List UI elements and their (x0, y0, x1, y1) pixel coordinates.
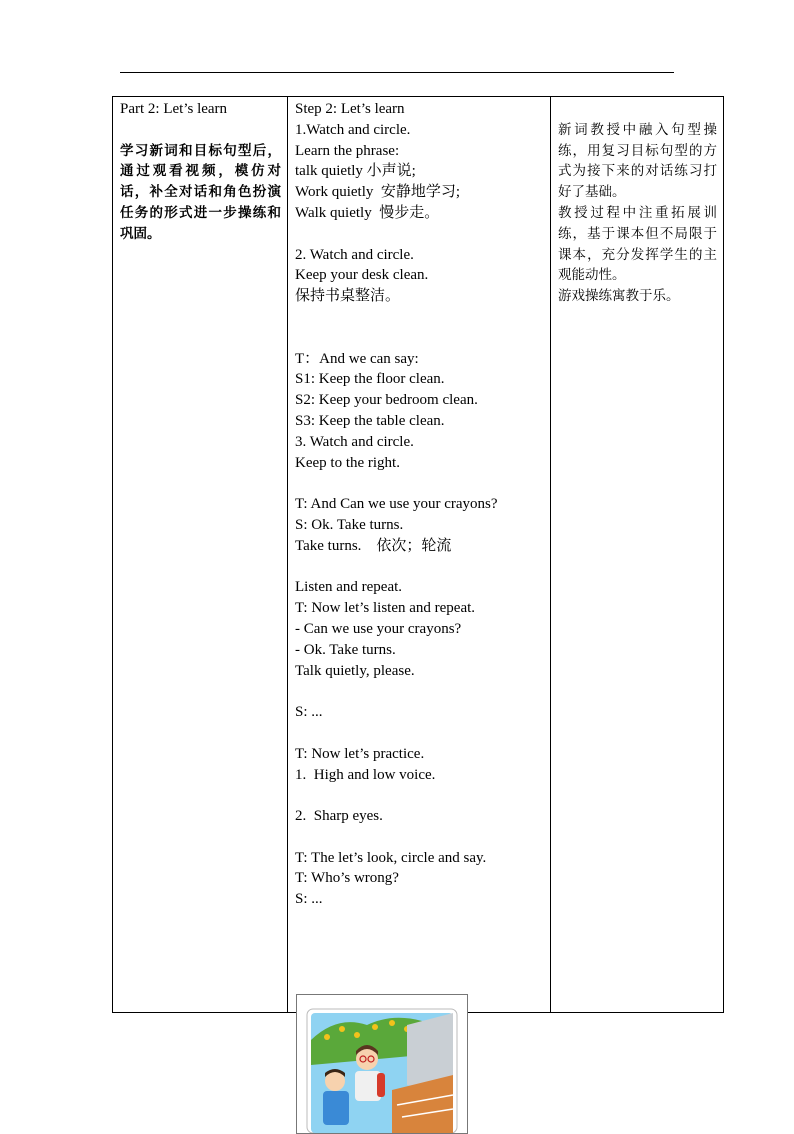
take-turns-block (295, 494, 544, 556)
list-item: T: Who’s wrong? (295, 870, 399, 887)
lesson-plan-table (112, 96, 724, 1013)
step-column (288, 97, 551, 1013)
student-response-block (295, 702, 544, 723)
watch-circle-1-block (295, 120, 544, 224)
list-item: T: Now let’s practice. (295, 745, 425, 762)
list-item: S: ... (295, 704, 323, 721)
list-item: 1. High and low voice. (295, 766, 436, 783)
list-item: 1.Watch and circle. (295, 121, 411, 138)
list-item: Keep to the right. (295, 454, 400, 471)
list-item: talk quietly 小声说; (295, 163, 416, 180)
intent-paragraph-2: 教授过程中注重拓展训练，基于课本但不局限于课本，充分发挥学生的主观能动性。 (558, 204, 717, 284)
intent-column (551, 97, 724, 1013)
list-item: Walk quietly 慢步走。 (295, 204, 440, 221)
list-item: Take turns. 依次；轮流 (295, 537, 452, 554)
watch-circle-2-block (295, 245, 544, 307)
list-item: S1: Keep the floor clean. (295, 371, 445, 388)
part-objective: 学习新词和目标句型后，通过观看视频，模仿对话，补全对话和角色扮演任务的形式进一步操练和巩固。 (120, 142, 281, 242)
list-item: - Can we use your crayons? (295, 620, 462, 637)
sharp-eyes-block (295, 806, 544, 827)
list-item: Keep your desk clean. (295, 267, 429, 284)
list-item: S: Ok. Take turns. (295, 516, 404, 533)
we-can-say-block (295, 349, 544, 474)
list-item: 3. Watch and circle. (295, 433, 414, 450)
part-column (113, 97, 288, 1013)
list-item: S: ... (295, 891, 323, 908)
list-item: 2. Sharp eyes. (295, 808, 383, 825)
listen-repeat-block (295, 577, 544, 681)
list-item: T: And Can we use your crayons? (295, 496, 498, 513)
list-item: Learn the phrase: (295, 142, 400, 159)
list-item: T: Now let’s listen and repeat. (295, 600, 476, 617)
practice-block (295, 744, 544, 786)
list-item: 2. Watch and circle. (295, 246, 414, 263)
step-title: Step 2: Let’s learn (295, 101, 405, 117)
part-title: Part 2: Let’s learn (120, 101, 228, 117)
list-item: - Ok. Take turns. (295, 641, 396, 658)
list-item: Talk quietly, please. (295, 662, 415, 679)
cartoon-children-illustration-icon (297, 995, 467, 1133)
list-item: Listen and repeat. (295, 579, 403, 596)
table-row (113, 97, 724, 1013)
intent-paragraph-3: 游戏操练寓教于乐。 (558, 288, 680, 305)
list-item: T：And we can say: (295, 350, 419, 367)
illustration-frame (296, 994, 468, 1134)
header-rule (120, 72, 674, 73)
look-circle-say-block (295, 848, 544, 910)
list-item: Work quietly 安静地学习; (295, 184, 461, 201)
list-item: 保持书桌整洁。 (295, 288, 401, 305)
intent-paragraph-1: 新词教授中融入句型操练，用复习目标句型的方式为接下来的对话练习打好了基础。 (558, 121, 717, 201)
list-item: T: The let’s look, circle and say. (295, 849, 487, 866)
list-item: S2: Keep your bedroom clean. (295, 392, 478, 409)
list-item: S3: Keep the table clean. (295, 412, 445, 429)
